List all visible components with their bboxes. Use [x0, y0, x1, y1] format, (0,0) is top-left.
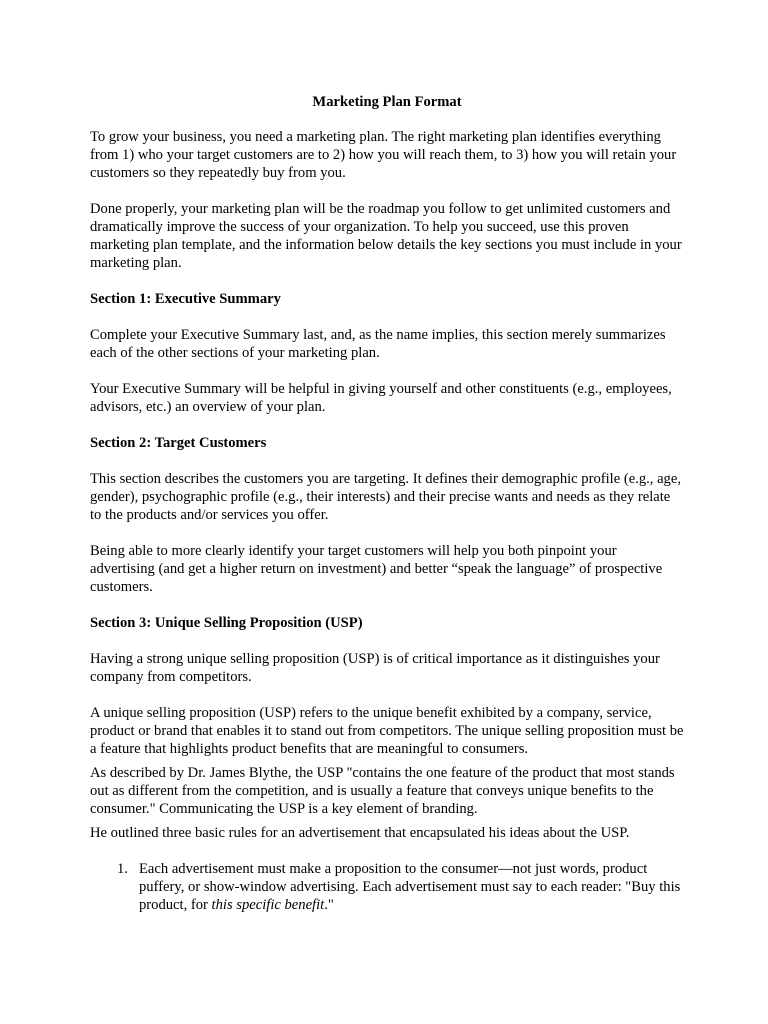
document-title: Marketing Plan Format: [312, 94, 462, 110]
section-1-paragraph-1: Complete your Executive Summary last, and, as the name implies, this section merely summarizes each of the other sections of your marketing plan.: [90, 327, 666, 361]
usp-rules-list: [90, 860, 684, 914]
section-3-heading: Section 3: Unique Selling Proposition (USP): [90, 615, 363, 631]
intro-paragraph-1: To grow your business, you need a marketing plan. The right marketing plan identifies everything from 1) who your target customers are to 2) how you will reach them, to 3) how you will retain your customers so they repeatedly buy from you.: [90, 129, 677, 181]
list-item: [90, 860, 684, 914]
section-3-paragraph-1: Having a strong unique selling proposition (USP) is of critical importance as it distinguishes your company from competitors.: [90, 651, 660, 685]
section-2-paragraph-1: This section describes the customers you are targeting. It defines their demographic profile (e.g., age, gender), psychographic profile (e.g., their interests) and their precise wants and needs as they relate to the products and/or services you offer.: [90, 471, 681, 523]
section-1-paragraph-2: Your Executive Summary will be helpful in giving yourself and other constituents (e.g., employees, advisors, etc.) an overview of your plan.: [90, 381, 672, 415]
list-item-text-end: .": [324, 897, 334, 913]
section-3-paragraph-3: As described by Dr. James Blythe, the USP "contains the one feature of the product that most stands out as different from the competition, and is usually a feature that conveys unique benefits to the consumer." Communicating the USP is a key element of branding.: [90, 765, 675, 817]
list-item-emphasis: this specific benefit: [211, 897, 325, 913]
section-3-paragraph-2: A unique selling proposition (USP) refers to the unique benefit exhibited by a company, service, product or brand that enables it to stand out from competitors. The unique selling proposition must be a feature that highlights product benefits that are meaningful to consumers.: [90, 705, 684, 757]
list-item-text: Each advertisement must make a proposition to the consumer—not just words, product puffery, or show-window advertising. Each advertisement must say to each reader: "Buy this product, for: [139, 861, 681, 913]
intro-paragraph-2: Done properly, your marketing plan will be the roadmap you follow to get unlimited customers and dramatically improve the success of your organization. To help you succeed, use this proven marketing plan template, and the information below details the key sections you must include in your marketing plan.: [90, 201, 682, 271]
section-3-paragraph-4: He outlined three basic rules for an advertisement that encapsulated his ideas about the USP.: [90, 825, 630, 841]
section-2-heading: Section 2: Target Customers: [90, 435, 267, 451]
section-2-paragraph-2: Being able to more clearly identify your target customers will help you both pinpoint your advertising (and get a higher return on investment) and better “speak the language” of prospective customers.: [90, 543, 663, 595]
list-item-number: 1.: [117, 861, 128, 877]
section-1-heading: Section 1: Executive Summary: [90, 291, 281, 307]
